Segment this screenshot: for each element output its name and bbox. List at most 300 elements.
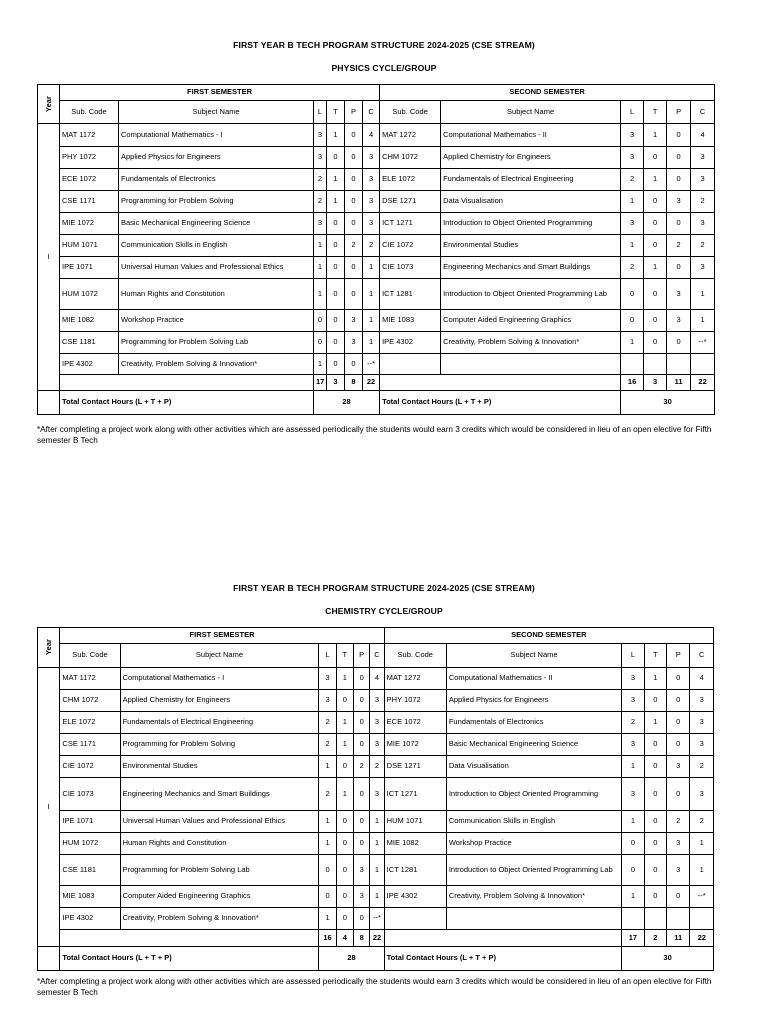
subject-name: Computer Aided Engineering Graphics xyxy=(120,886,319,908)
credit-t: 1 xyxy=(336,712,353,734)
subject-name: Universal Human Values and Professional Ethics xyxy=(120,811,319,833)
physics-structure-table xyxy=(37,84,715,415)
credit-p: 0 xyxy=(667,690,690,712)
credit-t: 0 xyxy=(644,734,666,756)
subject-name: Applied Chemistry for Engineers xyxy=(120,690,319,712)
column-header-code: Sub. Code xyxy=(384,644,446,668)
subject-code: MAT 1172 xyxy=(60,668,120,690)
credit-l: 1 xyxy=(319,756,336,778)
credit-t: 1 xyxy=(644,668,666,690)
subject-code: PHY 1072 xyxy=(384,690,446,712)
credit-t xyxy=(644,354,667,375)
credit-t: 0 xyxy=(644,833,666,855)
contact-hours-value: 30 xyxy=(621,391,715,415)
column-header-name: Subject Name xyxy=(441,101,621,124)
subject-code: CIE 1072 xyxy=(60,756,120,778)
subject-code: MIE 1072 xyxy=(384,734,446,756)
credit-c: 4 xyxy=(370,668,384,690)
credit-l: 2 xyxy=(314,191,327,213)
credit-t xyxy=(644,908,666,930)
table-row xyxy=(38,332,715,354)
credit-l: 3 xyxy=(622,668,644,690)
credit-c: 1 xyxy=(690,833,714,855)
subject-name: Human Rights and Constitution xyxy=(120,833,319,855)
credit-l: 1 xyxy=(314,354,327,375)
table-row xyxy=(38,712,714,734)
subject-name: Programming for Problem Solving Lab xyxy=(119,332,314,354)
credit-t: 0 xyxy=(336,886,353,908)
subject-code: ELE 1072 xyxy=(60,712,120,734)
credit-c: 3 xyxy=(690,712,714,734)
year-blank xyxy=(38,391,60,415)
credit-l: 1 xyxy=(621,191,644,213)
subject-name: Data Visualisation xyxy=(446,756,621,778)
credit-l: 1 xyxy=(314,257,327,279)
credit-l: 1 xyxy=(622,811,644,833)
subject-code: MIE 1083 xyxy=(60,886,120,908)
total-p: 11 xyxy=(667,930,690,947)
credit-p xyxy=(667,354,691,375)
credit-l: 1 xyxy=(621,332,644,354)
credit-l: 3 xyxy=(621,124,644,147)
subject-name: Workshop Practice xyxy=(119,310,314,332)
credit-l: 0 xyxy=(622,855,644,886)
credit-l: 1 xyxy=(622,886,644,908)
credit-t: 1 xyxy=(327,169,345,191)
credit-p: 0 xyxy=(354,734,370,756)
credit-c: 4 xyxy=(690,668,714,690)
contact-hours-label: Total Contact Hours (L + T + P) xyxy=(60,947,319,971)
credit-c: 1 xyxy=(691,279,715,310)
credit-t: 0 xyxy=(327,332,345,354)
column-header-l: L xyxy=(621,101,644,124)
subject-code: IPE 4302 xyxy=(384,886,446,908)
column-header-row xyxy=(38,101,715,124)
subject-code: ICT 1281 xyxy=(384,855,446,886)
credit-p: 0 xyxy=(345,354,363,375)
table-row xyxy=(38,734,714,756)
credit-p: 0 xyxy=(667,124,691,147)
subject-name: Introduction to Object Oriented Programming xyxy=(441,213,621,235)
credit-l: 1 xyxy=(319,811,336,833)
column-header-c: C xyxy=(370,644,384,668)
table-row xyxy=(38,213,715,235)
credit-c: 4 xyxy=(691,124,715,147)
table-row xyxy=(38,191,715,213)
second-semester-header: SECOND SEMESTER xyxy=(384,628,713,644)
credit-l: 3 xyxy=(314,124,327,147)
credit-l: 0 xyxy=(621,310,644,332)
credit-t: 0 xyxy=(327,147,345,169)
total-p: 8 xyxy=(354,930,370,947)
credit-c: 3 xyxy=(691,213,715,235)
physics-subtitle: PHYSICS CYCLE/GROUP xyxy=(331,63,437,73)
subject-code: PHY 1072 xyxy=(60,147,119,169)
credit-l: 2 xyxy=(621,257,644,279)
subject-name: Environmental Studies xyxy=(120,756,319,778)
credit-p: 0 xyxy=(354,778,370,811)
credit-p: 2 xyxy=(667,811,690,833)
subject-code: MIE 1083 xyxy=(380,310,441,332)
credit-c: 3 xyxy=(690,690,714,712)
credit-l: 3 xyxy=(621,213,644,235)
credit-p: 0 xyxy=(345,169,363,191)
chemistry-subtitle: CHEMISTRY CYCLE/GROUP xyxy=(325,606,443,616)
subject-code: HUM 1071 xyxy=(60,235,119,257)
table-row xyxy=(38,908,714,930)
column-header-l: L xyxy=(622,644,644,668)
subject-code: DSE 1271 xyxy=(380,191,441,213)
contact-hours-row xyxy=(38,391,715,415)
total-c: 22 xyxy=(370,930,384,947)
subject-code: IPE 4302 xyxy=(60,908,120,930)
credit-l: 3 xyxy=(314,213,327,235)
credit-c: 1 xyxy=(370,886,384,908)
subject-name: Engineering Mechanics and Smart Buildings xyxy=(120,778,319,811)
subject-code: MIE 1072 xyxy=(60,213,119,235)
table-row xyxy=(38,833,714,855)
total-t: 2 xyxy=(644,930,666,947)
credit-t: 0 xyxy=(327,354,345,375)
second-semester-header: SECOND SEMESTER xyxy=(380,85,715,101)
year-header xyxy=(38,628,60,668)
credit-l: 1 xyxy=(621,235,644,257)
subject-name xyxy=(441,354,621,375)
table-row xyxy=(38,756,714,778)
year-value: I xyxy=(38,668,60,947)
credit-t: 1 xyxy=(336,778,353,811)
credit-l: 3 xyxy=(622,690,644,712)
credit-c: 3 xyxy=(691,147,715,169)
subject-code: CSE 1181 xyxy=(60,855,120,886)
semester-header-row xyxy=(38,85,715,101)
credit-t: 1 xyxy=(644,712,666,734)
chemistry-title: FIRST YEAR B TECH PROGRAM STRUCTURE 2024-2025 (CSE STREAM) xyxy=(233,583,535,593)
total-l: 16 xyxy=(621,375,644,391)
chemistry-structure-table xyxy=(37,627,714,971)
subject-code: CSE 1171 xyxy=(60,191,119,213)
subject-code: ICT 1271 xyxy=(380,213,441,235)
column-header-code: Sub. Code xyxy=(60,644,120,668)
credit-p: 0 xyxy=(354,811,370,833)
credit-p: 3 xyxy=(354,855,370,886)
subject-code: ELE 1072 xyxy=(380,169,441,191)
contact-hours-value: 28 xyxy=(319,947,384,971)
credit-t: 0 xyxy=(336,855,353,886)
subject-name: Basic Mechanical Engineering Science xyxy=(446,734,621,756)
credit-p: 0 xyxy=(667,668,690,690)
subject-code: CIE 1072 xyxy=(380,235,441,257)
column-header-c: C xyxy=(363,101,380,124)
credit-l: 1 xyxy=(314,235,327,257)
subject-name: Universal Human Values and Professional Ethics xyxy=(119,257,314,279)
first-semester-header: FIRST SEMESTER xyxy=(60,85,380,101)
subject-code: IPE 4302 xyxy=(60,354,119,375)
contact-hours-value: 28 xyxy=(314,391,380,415)
credit-c: 1 xyxy=(370,811,384,833)
credit-c: 3 xyxy=(363,147,380,169)
table-row xyxy=(38,279,715,310)
subject-code: CSE 1181 xyxy=(60,332,119,354)
subject-code: CHM 1072 xyxy=(60,690,120,712)
totals-row xyxy=(38,375,715,391)
total-t: 4 xyxy=(336,930,353,947)
credit-t: 0 xyxy=(644,778,666,811)
credit-c: 1 xyxy=(363,310,380,332)
credit-l: 3 xyxy=(314,147,327,169)
total-c: 22 xyxy=(690,930,714,947)
chemistry-footnote: *After completing a project work along with other activities which are assessed periodically the students would earn 3 credits which would be considered in lieu of an open elective for Fifth semester B Tech xyxy=(37,977,712,998)
subject-name: Basic Mechanical Engineering Science xyxy=(119,213,314,235)
column-header-p: P xyxy=(667,644,690,668)
chemistry-table-body xyxy=(38,628,714,971)
subject-name: Introduction to Object Oriented Programming Lab xyxy=(446,855,621,886)
credit-l: 1 xyxy=(622,756,644,778)
credit-t: 0 xyxy=(644,310,667,332)
column-header-c: C xyxy=(690,644,714,668)
credit-p: 0 xyxy=(667,213,691,235)
column-header-code: Sub. Code xyxy=(60,101,119,124)
credit-t: 0 xyxy=(644,855,666,886)
credit-t: 0 xyxy=(336,690,353,712)
credit-p: 0 xyxy=(667,886,690,908)
credit-l: 0 xyxy=(622,833,644,855)
credit-c xyxy=(691,354,715,375)
credit-p: 3 xyxy=(354,886,370,908)
credit-p: 0 xyxy=(667,257,691,279)
subject-name: Applied Physics for Engineers xyxy=(446,690,621,712)
credit-l: 0 xyxy=(319,855,336,886)
subject-name: Engineering Mechanics and Smart Buildings xyxy=(441,257,621,279)
credit-p: 0 xyxy=(667,734,690,756)
credit-p: 2 xyxy=(345,235,363,257)
credit-c: 3 xyxy=(370,712,384,734)
credit-t: 1 xyxy=(644,257,667,279)
table-row xyxy=(38,235,715,257)
total-l: 16 xyxy=(319,930,336,947)
credit-t: 1 xyxy=(327,191,345,213)
credit-c: 1 xyxy=(370,833,384,855)
totals-row xyxy=(38,930,714,947)
credit-l: 2 xyxy=(622,712,644,734)
column-header-p: P xyxy=(345,101,363,124)
credit-p: 3 xyxy=(667,833,690,855)
credit-p: 0 xyxy=(345,147,363,169)
credit-l: 2 xyxy=(621,169,644,191)
credit-c: 3 xyxy=(690,778,714,811)
subject-name: Programming for Problem Solving Lab xyxy=(120,855,319,886)
subject-code: IPE 1071 xyxy=(60,257,119,279)
table-row xyxy=(38,124,715,147)
credit-c: 2 xyxy=(690,811,714,833)
credit-t: 1 xyxy=(336,668,353,690)
subject-code: CIE 1073 xyxy=(380,257,441,279)
credit-c: 3 xyxy=(370,734,384,756)
subject-name: Workshop Practice xyxy=(446,833,621,855)
credit-l: 1 xyxy=(314,279,327,310)
column-header-l: L xyxy=(319,644,336,668)
subject-code xyxy=(380,354,441,375)
credit-t: 0 xyxy=(644,147,667,169)
credit-l: 1 xyxy=(319,908,336,930)
table-row xyxy=(38,354,715,375)
credit-l: 1 xyxy=(319,833,336,855)
subject-code: CSE 1171 xyxy=(60,734,120,756)
credit-c: 1 xyxy=(363,257,380,279)
credit-p: 0 xyxy=(667,147,691,169)
contact-hours-label: Total Contact Hours (L + T + P) xyxy=(60,391,314,415)
credit-t: 1 xyxy=(327,124,345,147)
credit-p xyxy=(667,908,690,930)
subject-code: MIE 1082 xyxy=(384,833,446,855)
credit-l xyxy=(621,354,644,375)
credit-p: 0 xyxy=(354,668,370,690)
credit-t: 0 xyxy=(336,908,353,930)
credit-p: 0 xyxy=(345,279,363,310)
credit-p: 0 xyxy=(354,908,370,930)
credit-t: 1 xyxy=(644,124,667,147)
total-c: 22 xyxy=(363,375,380,391)
credit-c xyxy=(690,908,714,930)
subject-code: MAT 1272 xyxy=(380,124,441,147)
table-row xyxy=(38,811,714,833)
table-row xyxy=(38,778,714,811)
subject-name: Computer Aided Engineering Graphics xyxy=(441,310,621,332)
credit-l: 0 xyxy=(314,332,327,354)
credit-t: 0 xyxy=(327,235,345,257)
subject-name: Computational Mathematics - II xyxy=(446,668,621,690)
subject-code: MIE 1082 xyxy=(60,310,119,332)
credit-c: --* xyxy=(691,332,715,354)
total-p: 11 xyxy=(667,375,691,391)
subject-name: Creativity, Problem Solving & Innovation* xyxy=(119,354,314,375)
subject-name: Applied Chemistry for Engineers xyxy=(441,147,621,169)
credit-t: 0 xyxy=(644,279,667,310)
credit-p: 3 xyxy=(345,332,363,354)
subject-code: DSE 1271 xyxy=(384,756,446,778)
credit-t: 0 xyxy=(336,811,353,833)
credit-p: 0 xyxy=(354,833,370,855)
total-t: 3 xyxy=(644,375,667,391)
subject-code: MAT 1272 xyxy=(384,668,446,690)
total-l: 17 xyxy=(314,375,327,391)
subject-name: Creativity, Problem Solving & Innovation* xyxy=(441,332,621,354)
year-blank xyxy=(38,947,60,971)
contact-hours-label: Total Contact Hours (L + T + P) xyxy=(380,391,621,415)
physics-title: FIRST YEAR B TECH PROGRAM STRUCTURE 2024-2025 (CSE STREAM) xyxy=(233,40,535,50)
totals-blank xyxy=(380,375,621,391)
totals-blank xyxy=(60,930,319,947)
credit-c: 1 xyxy=(363,332,380,354)
credit-c: 3 xyxy=(363,191,380,213)
credit-l: 2 xyxy=(319,778,336,811)
credit-t: 0 xyxy=(644,213,667,235)
column-header-t: T xyxy=(644,644,666,668)
totals-blank xyxy=(384,930,622,947)
credit-c: --* xyxy=(370,908,384,930)
credit-l: 2 xyxy=(314,169,327,191)
table-row xyxy=(38,310,715,332)
subject-code: HUM 1072 xyxy=(60,279,119,310)
credit-l: 3 xyxy=(621,147,644,169)
subject-name: Introduction to Object Oriented Programming xyxy=(446,778,621,811)
credit-p: 0 xyxy=(354,690,370,712)
subject-name: Creativity, Problem Solving & Innovation* xyxy=(446,886,621,908)
credit-t: 0 xyxy=(327,310,345,332)
subject-name: Computational Mathematics - II xyxy=(441,124,621,147)
contact-hours-row xyxy=(38,947,714,971)
subject-name: Communication Skills in English xyxy=(119,235,314,257)
totals-blank xyxy=(60,375,314,391)
credit-p: 3 xyxy=(667,756,690,778)
table-row xyxy=(38,169,715,191)
column-header-p: P xyxy=(667,101,691,124)
subject-code: HUM 1072 xyxy=(60,833,120,855)
credit-c: 1 xyxy=(690,855,714,886)
column-header-name: Subject Name xyxy=(120,644,319,668)
semester-header-row xyxy=(38,628,714,644)
credit-t: 0 xyxy=(644,235,667,257)
credit-l: 3 xyxy=(622,778,644,811)
total-c: 22 xyxy=(691,375,715,391)
credit-c: 2 xyxy=(691,191,715,213)
credit-t: 0 xyxy=(644,332,667,354)
table-row xyxy=(38,668,714,690)
credit-c: 3 xyxy=(370,778,384,811)
credit-c: 3 xyxy=(690,734,714,756)
credit-t: 1 xyxy=(644,169,667,191)
subject-name: Introduction to Object Oriented Programming Lab xyxy=(441,279,621,310)
column-header-t: T xyxy=(327,101,345,124)
year-label: Year xyxy=(43,639,53,656)
subject-name: Computational Mathematics - I xyxy=(120,668,319,690)
table-row xyxy=(38,690,714,712)
subject-name: Data Visualisation xyxy=(441,191,621,213)
credit-t: 0 xyxy=(327,213,345,235)
credit-t: 0 xyxy=(327,257,345,279)
credit-p: 2 xyxy=(667,235,691,257)
credit-p: 0 xyxy=(667,712,690,734)
subject-name: Human Rights and Constitution xyxy=(119,279,314,310)
year-header xyxy=(38,85,60,124)
subject-name xyxy=(446,908,621,930)
credit-l: 0 xyxy=(621,279,644,310)
credit-l: 0 xyxy=(319,886,336,908)
credit-p: 0 xyxy=(354,712,370,734)
contact-hours-label: Total Contact Hours (L + T + P) xyxy=(384,947,622,971)
table-row xyxy=(38,855,714,886)
credit-c: 2 xyxy=(690,756,714,778)
first-semester-header: FIRST SEMESTER xyxy=(60,628,384,644)
subject-code: ICT 1281 xyxy=(380,279,441,310)
column-header-l: L xyxy=(314,101,327,124)
credit-t: 0 xyxy=(336,756,353,778)
credit-p: 0 xyxy=(667,778,690,811)
subject-code: ICT 1271 xyxy=(384,778,446,811)
credit-c: 1 xyxy=(691,310,715,332)
credit-l: 3 xyxy=(319,668,336,690)
credit-l: 2 xyxy=(319,712,336,734)
credit-t: 0 xyxy=(644,756,666,778)
credit-c: 2 xyxy=(691,235,715,257)
credit-p: 2 xyxy=(354,756,370,778)
credit-c: 4 xyxy=(363,124,380,147)
credit-l: 0 xyxy=(314,310,327,332)
subject-name: Computational Mathematics - I xyxy=(119,124,314,147)
column-header-row xyxy=(38,644,714,668)
subject-code: CHM 1072 xyxy=(380,147,441,169)
year-value: I xyxy=(38,124,60,391)
